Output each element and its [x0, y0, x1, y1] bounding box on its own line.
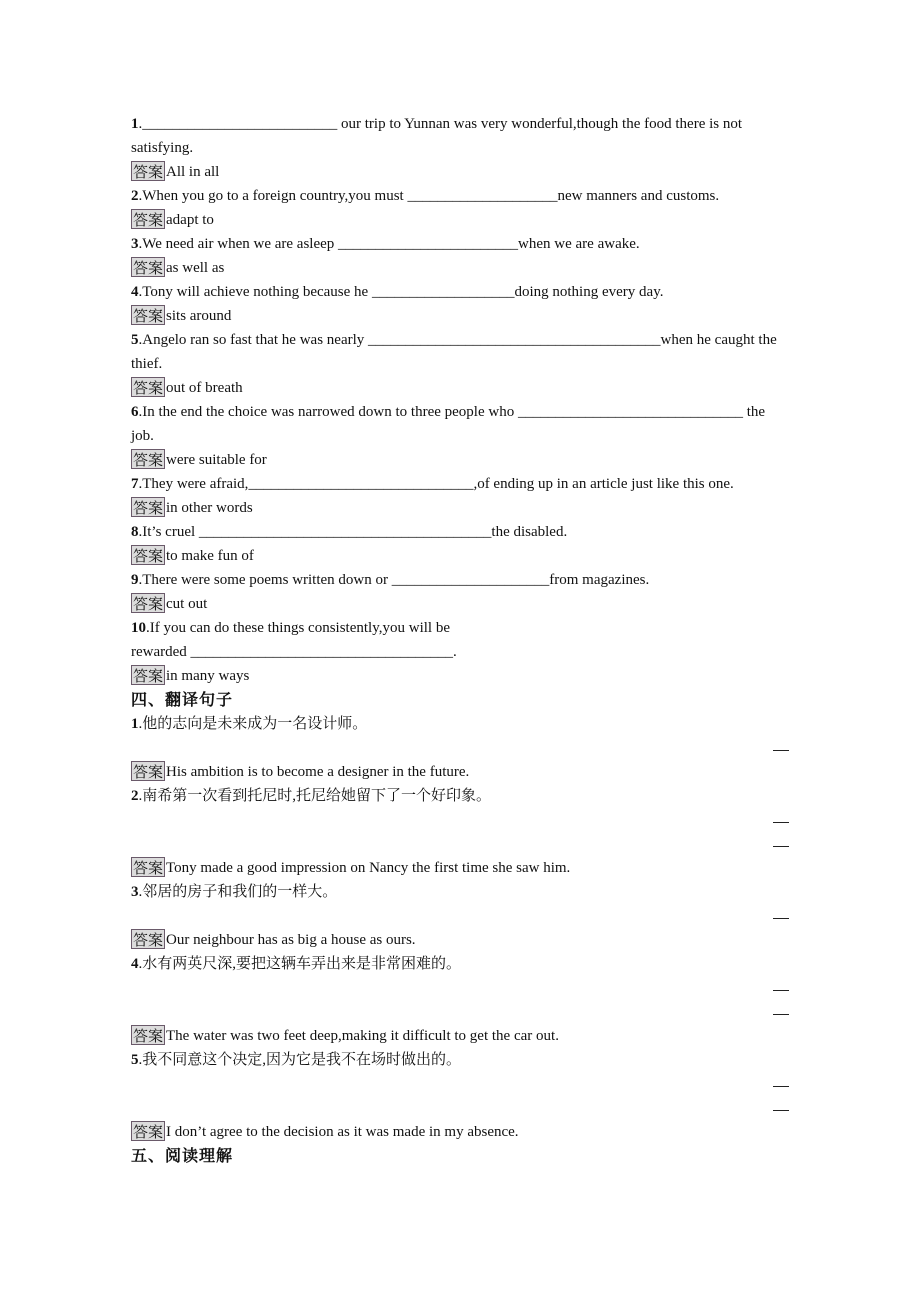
answer-line [131, 1000, 787, 1024]
question-10-cont [131, 640, 787, 664]
blank: __________________________ [142, 116, 338, 132]
question-number: 1 [131, 116, 139, 132]
answer-badge: 答案 [133, 547, 164, 566]
question-number: 5 [131, 1052, 139, 1068]
question-5 [131, 328, 787, 376]
question-number: 7 [131, 476, 139, 492]
answer-text: I don’t agree to the decision as it was made in my absence. [166, 1124, 519, 1140]
translation-3 [131, 880, 787, 904]
answer-9 [131, 592, 787, 616]
answer-6 [131, 448, 787, 472]
translation-5 [131, 1048, 787, 1072]
answer-line [131, 808, 787, 832]
answer-line [131, 1072, 787, 1096]
answer-line-mark [773, 822, 789, 823]
answer-text: to make fun of [166, 548, 254, 564]
answer-line-mark [773, 918, 789, 919]
question-text: .我不同意这个决定,因为它是我不在场时做出的。 [138, 1052, 462, 1068]
question-text: the job. [131, 404, 766, 444]
answer-badge: 答案 [133, 451, 164, 470]
question-1 [131, 112, 787, 160]
answer-badge: 答案 [133, 307, 164, 326]
answer-text: All in all [166, 164, 220, 180]
question-7 [131, 472, 787, 496]
question-8 [131, 520, 787, 544]
answer-badge: 答案 [133, 667, 164, 686]
question-number: 4 [131, 284, 139, 300]
translation-answer-3 [131, 928, 787, 952]
translation-answer-4 [131, 1024, 787, 1048]
question-text: .If you can do these things consistently,you will be [146, 620, 450, 636]
answer-text: out of breath [166, 380, 243, 396]
question-text: .Tony will achieve nothing because he [138, 284, 372, 300]
answer-text: adapt to [166, 212, 214, 228]
answer-badge: 答案 [133, 1123, 164, 1142]
translation-2 [131, 784, 787, 808]
answer-text: in many ways [166, 668, 250, 684]
question-number: 2 [131, 188, 139, 204]
blank: ________________________ [338, 236, 519, 252]
answer-5 [131, 376, 787, 400]
question-number: 10 [131, 620, 146, 636]
question-text: new manners and customs. [557, 188, 720, 204]
question-number: 8 [131, 524, 139, 540]
question-3 [131, 232, 787, 256]
answer-line [131, 736, 787, 760]
answer-line [131, 976, 787, 1000]
answer-badge: 答案 [133, 379, 164, 398]
answer-text: cut out [166, 596, 208, 612]
answer-badge: 答案 [133, 259, 164, 278]
question-text: .We need air when we are asleep [138, 236, 339, 252]
answer-line-mark [773, 846, 789, 847]
answer-text: The water was two feet deep,making it difficult to get the car out. [166, 1028, 559, 1044]
answer-line [131, 904, 787, 928]
question-text: .They were afraid, [138, 476, 249, 492]
question-number: 3 [131, 884, 139, 900]
answer-badge: 答案 [133, 499, 164, 518]
section-title: 四、翻译句子 [131, 690, 234, 709]
question-text: when we are awake. [518, 236, 640, 252]
answer-text: Our neighbour has as big a house as ours. [166, 932, 416, 948]
answer-line-mark [773, 990, 789, 991]
question-text: .邻居的房子和我们的一样大。 [138, 884, 338, 900]
question-text: . [138, 116, 143, 132]
answer-2 [131, 208, 787, 232]
blank: ____________________ [407, 188, 558, 204]
question-2 [131, 184, 787, 208]
document-body [131, 112, 787, 1168]
answer-text: were suitable for [166, 452, 267, 468]
blank: ______________________________ [248, 476, 474, 492]
question-text: rewarded [131, 644, 191, 660]
question-text: ,of ending up in an article just like this one. [473, 476, 734, 492]
question-text: .In the end the choice was narrowed down to three people who [138, 404, 518, 420]
question-text: .When you go to a foreign country,you must [138, 188, 408, 204]
answer-badge: 答案 [133, 1027, 164, 1046]
question-number: 5 [131, 332, 139, 348]
section-title: 五、阅读理解 [131, 1146, 234, 1165]
blank: ___________________ [371, 284, 515, 300]
answer-badge: 答案 [133, 763, 164, 782]
blank: _____________________ [391, 572, 550, 588]
answer-text: sits around [166, 308, 232, 324]
answer-badge: 答案 [133, 595, 164, 614]
answer-text: His ambition is to become a designer in the future. [166, 764, 470, 780]
answer-line-mark [773, 1086, 789, 1087]
answer-line [131, 832, 787, 856]
question-6 [131, 400, 787, 448]
question-text: doing nothing every day. [514, 284, 664, 300]
answer-8 [131, 544, 787, 568]
answer-badge: 答案 [133, 931, 164, 950]
answer-line [131, 1096, 787, 1120]
question-text: when he caught the thief. [131, 332, 777, 372]
blank: ______________________________ [517, 404, 743, 420]
answer-text: as well as [166, 260, 225, 276]
blank: _______________________________________ [368, 332, 661, 348]
question-number: 1 [131, 716, 139, 732]
answer-10 [131, 664, 787, 688]
answer-line-mark [773, 1110, 789, 1111]
answer-line-mark [773, 750, 789, 751]
answer-badge: 答案 [133, 163, 164, 182]
answer-1 [131, 160, 787, 184]
question-number: 2 [131, 788, 139, 804]
answer-badge: 答案 [133, 859, 164, 878]
answer-4 [131, 304, 787, 328]
translation-answer-1 [131, 760, 787, 784]
blank: ___________________________________ [190, 644, 454, 660]
blank: _______________________________________ [198, 524, 492, 540]
answer-text: Tony made a good impression on Nancy the first time she saw him. [166, 860, 571, 876]
answer-text: in other words [166, 500, 253, 516]
question-text: the disabled. [491, 524, 568, 540]
answer-line-mark [773, 1014, 789, 1015]
question-text: .水有两英尺深,要把这辆车弄出来是非常困难的。 [138, 956, 462, 972]
question-text: .南希第一次看到托尼时,托尼给她留下了一个好印象。 [138, 788, 492, 804]
translation-answer-5 [131, 1120, 787, 1144]
question-text: .Angelo ran so fast that he was nearly [138, 332, 369, 348]
question-text: .There were some poems written down or [138, 572, 392, 588]
answer-3 [131, 256, 787, 280]
question-text: . [453, 644, 457, 660]
question-number: 4 [131, 956, 139, 972]
translation-1 [131, 712, 787, 736]
question-9 [131, 568, 787, 592]
question-10 [131, 616, 787, 640]
question-4 [131, 280, 787, 304]
question-text: .他的志向是未来成为一名设计师。 [138, 716, 368, 732]
translation-4 [131, 952, 787, 976]
question-number: 6 [131, 404, 139, 420]
question-number: 9 [131, 572, 139, 588]
answer-badge: 答案 [133, 211, 164, 230]
question-text: our trip to Yunnan was very wonderful,though the food there is not satisfying. [131, 116, 743, 156]
answer-7 [131, 496, 787, 520]
question-text: from magazines. [549, 572, 650, 588]
question-text: .It’s cruel [138, 524, 199, 540]
question-number: 3 [131, 236, 139, 252]
translation-answer-2 [131, 856, 787, 880]
